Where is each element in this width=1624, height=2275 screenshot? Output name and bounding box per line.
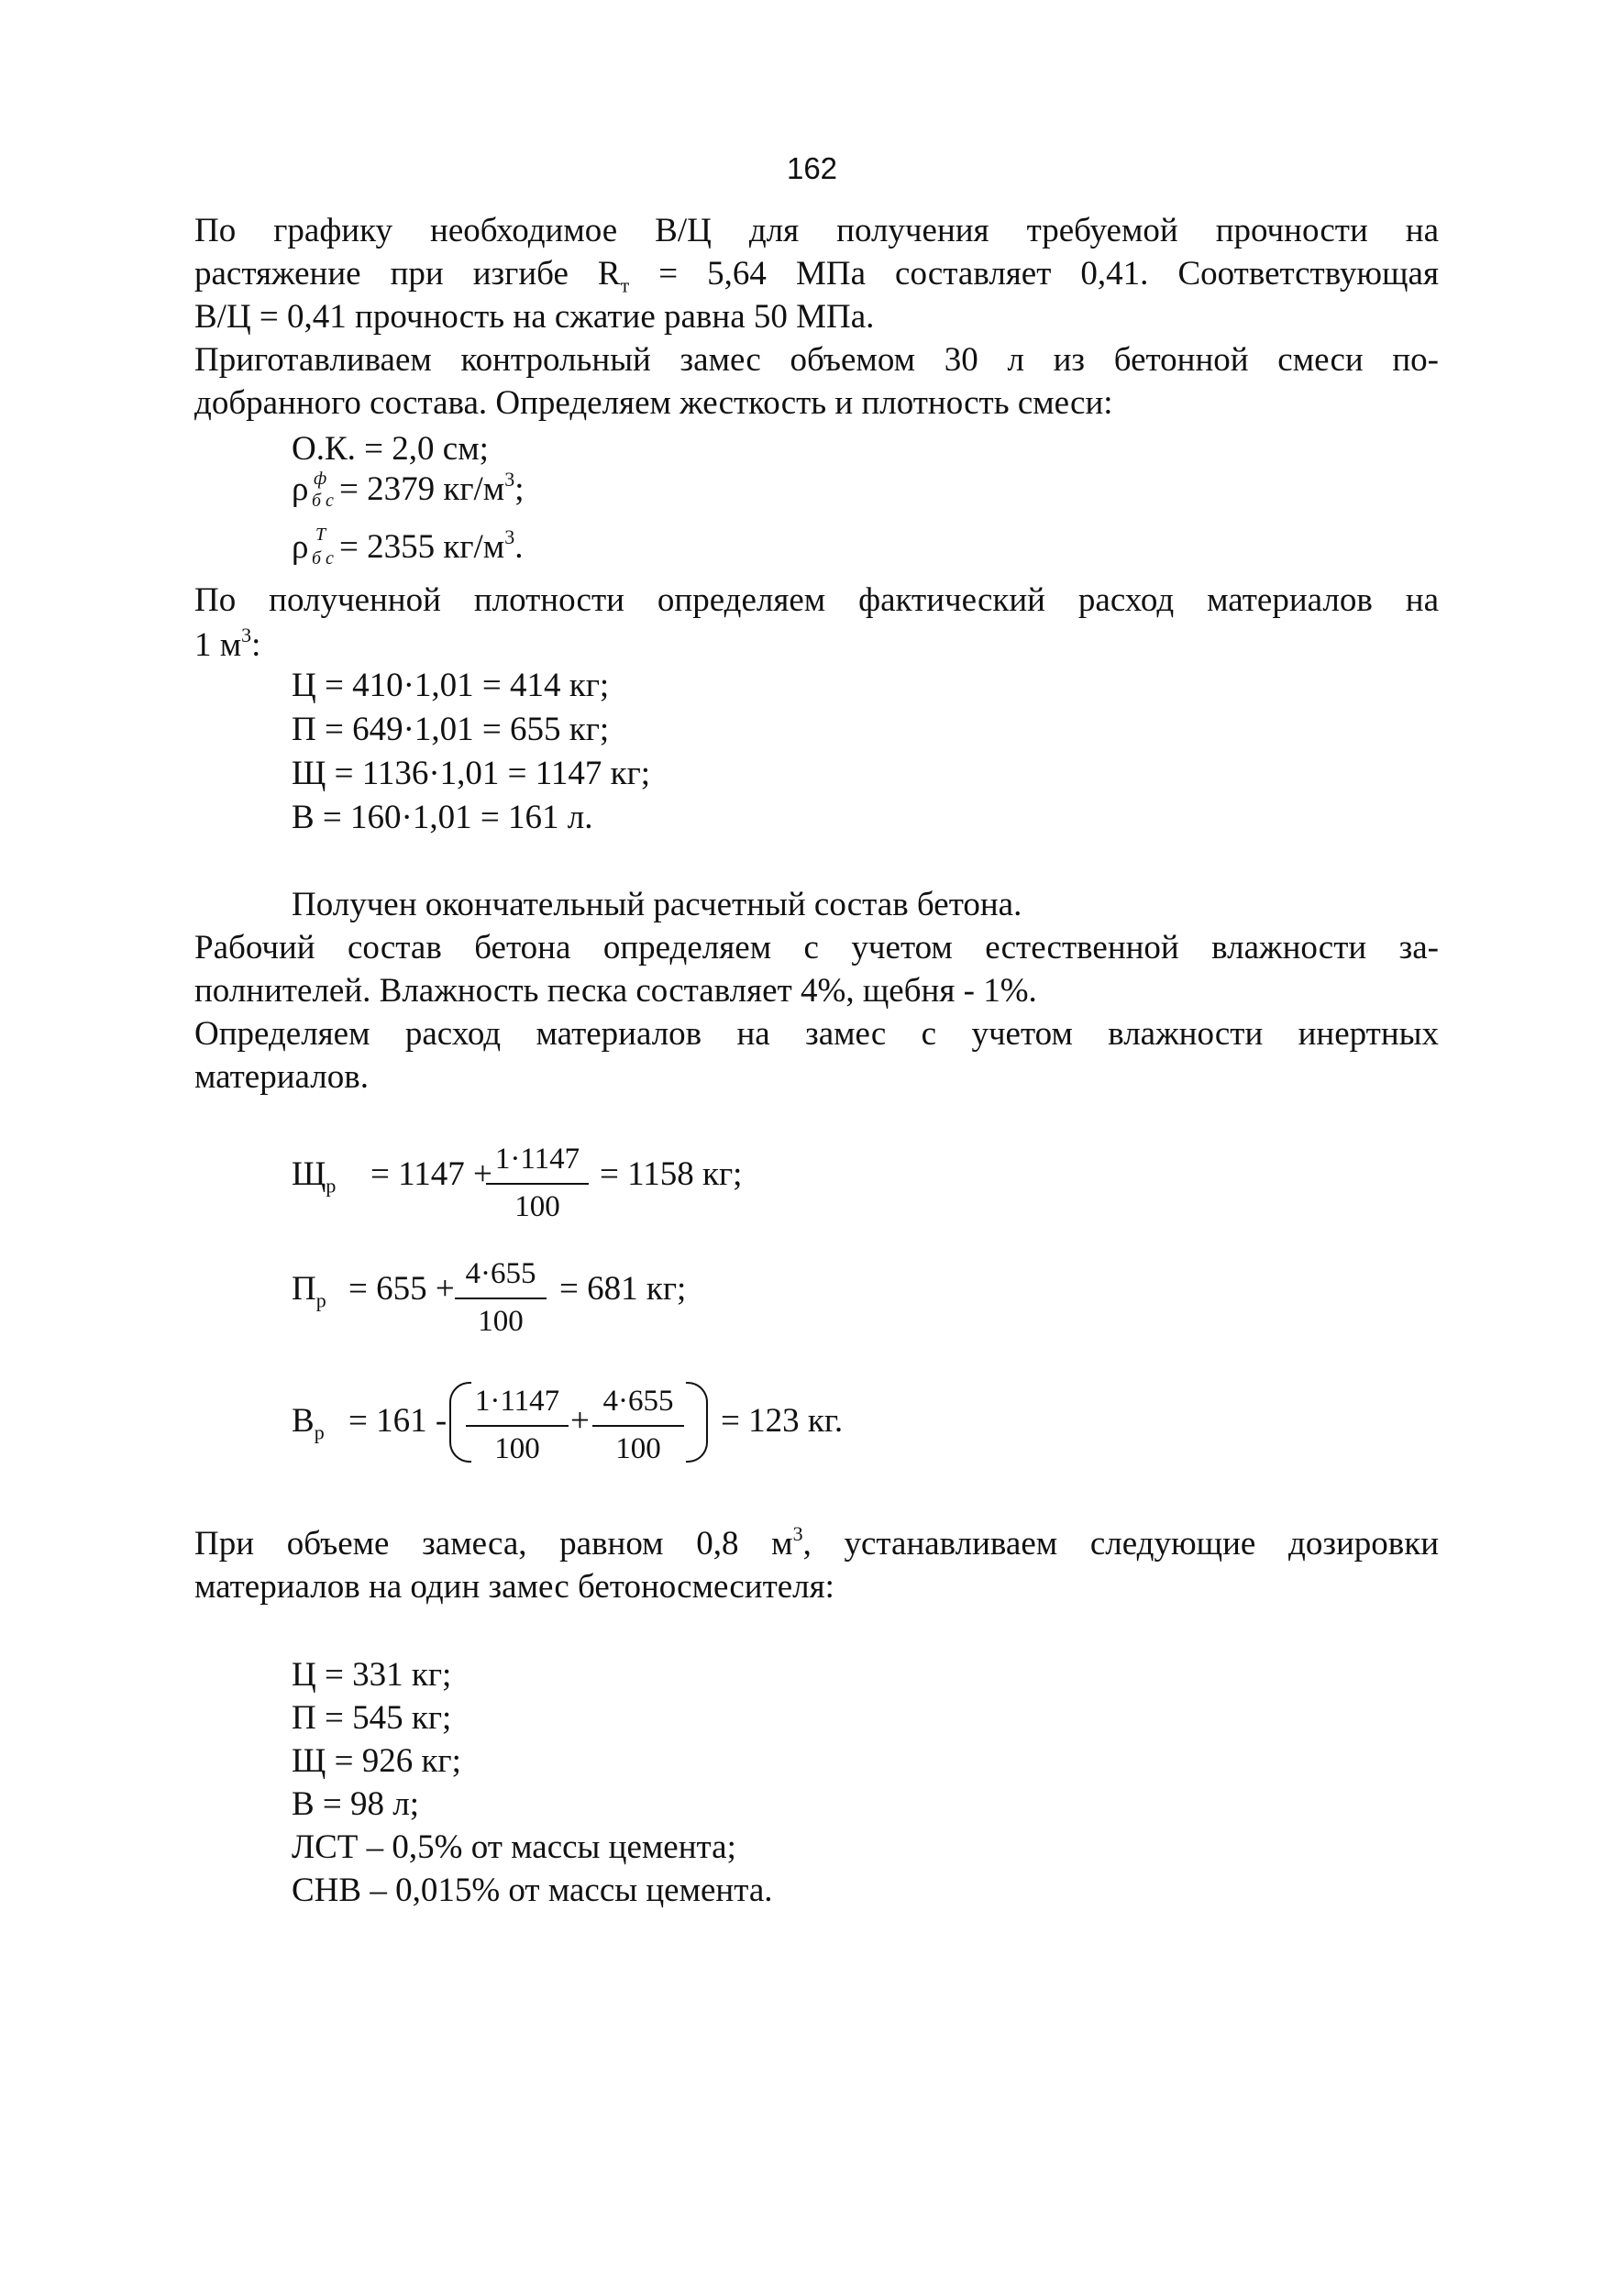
para1-line2: растяжение при изгибе $R_т = 5,64$ МПа составляет 0,41. Соответствующая xyxy=(194,255,1439,297)
formula-water-lhs: $В_р$ xyxy=(292,1402,325,1444)
slump-value: О.К. = 2,0 см; xyxy=(292,430,489,468)
formula-sand: $П_р$ = 655 + 4·655 100 = 681 кг; xyxy=(292,1257,687,1338)
formula-sand-eq: = 655 + xyxy=(348,1270,455,1308)
rho-superscript-t: Т xyxy=(315,525,326,545)
dosage-water: В = 98 л; xyxy=(292,1785,420,1823)
para5-line1: Рабочий состав бетона определяем с учетом естественной влажности за- xyxy=(194,929,1439,966)
rho-subscript: б с xyxy=(312,491,334,511)
rho-symbol: ρ xyxy=(292,470,309,508)
para2-line1: Приготавливаем контрольный замес объемом 30 л из бетонной смеси по- xyxy=(194,341,1439,379)
para1-line3: В/Ц = 0,41 прочность на сжатие равна 50 МПа. xyxy=(194,298,875,336)
para3-line1: По полученной плотности определяем фактический расход материалов на xyxy=(194,581,1439,619)
para1-line1: По графику необходимое В/Ц для получения требуемой прочности на xyxy=(194,212,1439,249)
dosage-gravel: Щ = 926 кг; xyxy=(292,1742,461,1780)
dosage-snv: СНВ – 0,015% от массы цемента. xyxy=(292,1872,773,1909)
rho-subscript: б с xyxy=(312,548,334,569)
formula-gravel-lhs: $Щ_р$ xyxy=(292,1155,337,1198)
para7-line2: материалов на один замес бетоносмесителя: xyxy=(194,1568,834,1606)
formula-water-plus: + xyxy=(570,1402,590,1440)
para5-line2: полнителей. Влажность песка составляет 4%, щебня - 1%. xyxy=(194,972,1037,1010)
actual-density xyxy=(292,468,658,514)
actual-sand: П = 649·1,01 = 655 кг; xyxy=(292,711,610,748)
formula-gravel-rhs: = 1158 кг; xyxy=(600,1155,743,1193)
actual-water: В = 160·1,01 = 161 л. xyxy=(292,799,593,836)
formula-water-eq: = 161 - xyxy=(348,1402,447,1440)
para7-line1: При объеме замеса, равном 0,8 $м^3$, устанавливаем следующие дозировки xyxy=(194,1521,1439,1563)
actual-cement: Ц = 410·1,01 = 414 кг; xyxy=(292,667,610,704)
para4: Получен окончательный расчетный состав бетона. xyxy=(292,886,1022,923)
formula-sand-rhs: = 681 кг; xyxy=(559,1270,687,1308)
rho-symbol: ρ xyxy=(292,528,309,566)
formula-gravel-eq: = 1147 + xyxy=(370,1155,492,1193)
dosage-cement: Ц = 331 кг; xyxy=(292,1656,452,1694)
right-parenthesis xyxy=(686,1382,708,1463)
para3-line2: 1 $м^3$: xyxy=(194,623,261,664)
rho-superscript-f: ф xyxy=(314,469,327,489)
actual-gravel: Щ = 1136·1,01 = 1147 кг; xyxy=(292,755,651,792)
page-number: 162 xyxy=(786,151,838,185)
formula-sand-lhs: $П_р$ xyxy=(292,1270,326,1312)
dosage-sand: П = 545 кг; xyxy=(292,1699,452,1737)
para2-line2: добранного состава. Определяем жесткость и плотность смеси: xyxy=(194,384,1113,422)
para6-line1: Определяем расход материалов на замес с учетом влажности инертных xyxy=(194,1015,1439,1053)
theoretical-density-value: = 2355 $кг/м^3$. xyxy=(339,525,524,566)
formula-water-rhs: = 123 кг. xyxy=(721,1402,844,1440)
para6-line2: материалов. xyxy=(194,1058,369,1096)
dosage-lst: ЛСТ – 0,5% от массы цемента; xyxy=(292,1828,736,1866)
actual-density-value: = 2379 $кг/м^3$; xyxy=(339,467,525,508)
formula-gravel: $Щ_р$ = 1147 + 1·1147 100 = 1158 кг; xyxy=(292,1143,743,1223)
theoretical-density xyxy=(292,525,658,571)
formula-water: $В_р$ = 161 - 1·1147 100 + 4·655 100 = 123 кг. xyxy=(292,1380,934,1472)
